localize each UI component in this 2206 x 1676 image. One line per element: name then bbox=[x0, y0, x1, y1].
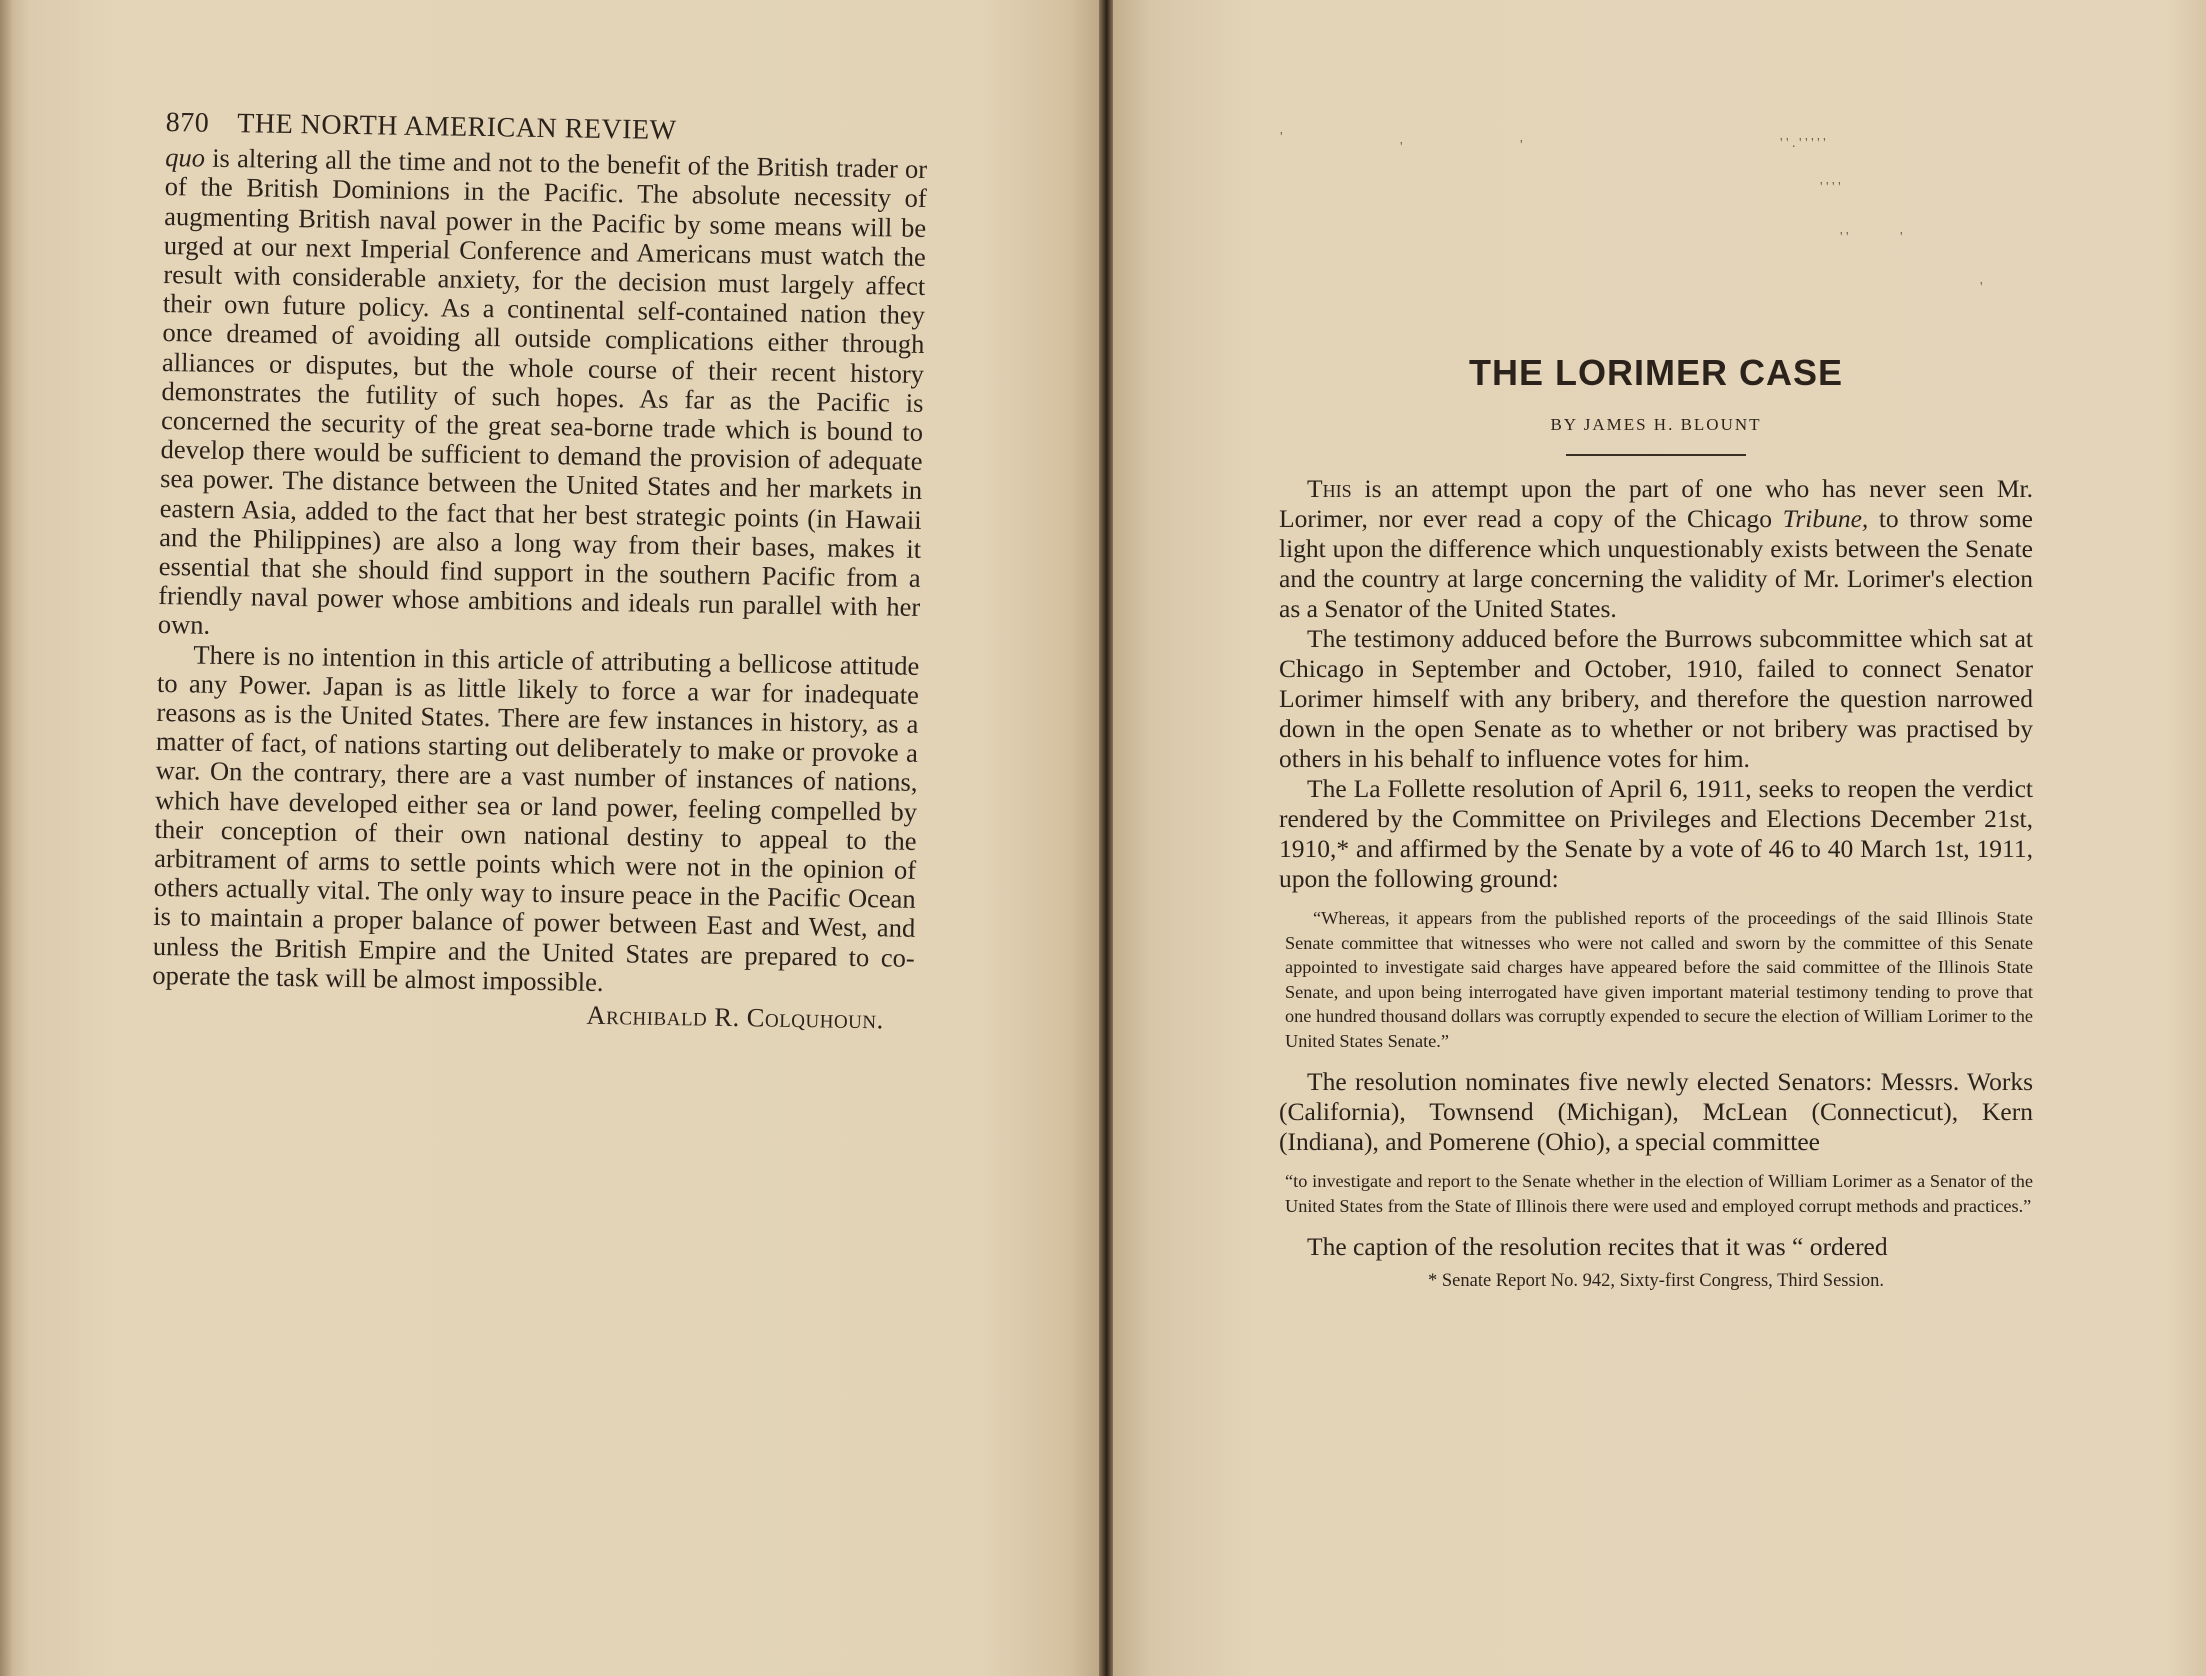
paragraph: The La Follette resolution of April 6, 1911, seeks to reopen the verdict rendered by the Committee on Privileges and Elections December 21st, 1910,* and affirmed by the Senate by a vote of 46 to 40 March 1st, 1911, upon the following ground: bbox=[1279, 774, 2033, 893]
page-edge bbox=[0, 0, 12, 1676]
paragraph: The caption of the resolution recites that it was “ ordered bbox=[1307, 1232, 1888, 1261]
running-head bbox=[166, 108, 928, 149]
paragraph-text: is altering all the time and not to the benefit of the British trader or of the British Dominions in the Pacific. The absolute necessity of augmenting British naval power in the Pacific by some means will be urged at our next Imperial Conference and Americans must watch the result with considerable anxiety, for the decision must largely affect their own future policy. As a continental self-contained nation they once dreamed of avoiding all outside complications either through alliances or disputes, but the whole course of their recent history demonstrates the futility of such hopes. As far as the Pacific is concerned the security of the great sea-borne trade which is bound to develop there would be sufficient to demand the provision of adequate sea power. The distance between the United States and her markets in eastern Asia, added to the fact that her best strategic points (in Hawaii and the Philippines) are also a long way from their bases, makes it essential that she should find support in the southern Pacific from a friendly naval power whose ambitions and ideals run parallel with her own. bbox=[157, 142, 928, 641]
book-gutter bbox=[1099, 0, 1113, 1676]
paragraph bbox=[1279, 474, 2033, 624]
left-page-text bbox=[152, 108, 928, 1035]
journal-title: THE NORTH AMERICAN REVIEW bbox=[237, 108, 677, 147]
paragraph-text: is an attempt upon the part of one who has never seen Mr. Lorimer, nor ever read a copy of the Chicago bbox=[1279, 474, 2033, 533]
italic-word: Tribune, bbox=[1782, 504, 1869, 533]
print-specks: ' ' ' ' ' . ' ' ' ' ' ' ' ' ' ' ' ' ' bbox=[1280, 130, 1983, 295]
page-number: 870 bbox=[165, 107, 210, 139]
paragraph bbox=[158, 143, 928, 651]
right-page-text bbox=[1279, 352, 2033, 1296]
paragraph: The testimony adduced before the Burrows subcommittee which sat at Chicago in September and October, 1910, failed to connect Senator Lorimer himself with any bribery, and therefore the question narrowed down in the open Senate as to whether or not bribery was practised by others in his behalf to influence votes for him. bbox=[1279, 624, 2033, 773]
block-quote: “Whereas, it appears from the published reports of the proceedings of the said Illinois State Senate committee that witnesses who were not called and sworn by the committee of this Senate appointed to investigate said charges have appeared before the said committee of the Illinois State Senate, and upon being interrogated have given important material testimony tending to prove that one hundred thousand dollars was corruptly expended to secure the election of William Lorimer to the United States Senate.” bbox=[1285, 908, 2033, 1051]
paragraph-text: to throw some light upon the difference which unquestionably exists between the Senate and the country at large concerning the validity of Mr. Lorimer's election as a Senator of the United States. bbox=[1279, 504, 2033, 623]
paragraph: The resolution nominates five newly elected Senators: Messrs. Works (California), Townsend (Michigan), McLean (Connecticut), Kern (Indiana), and Pomerene (Ohio), a special committee bbox=[1279, 1067, 2033, 1156]
italic-word: quo bbox=[164, 142, 206, 173]
drop-word: This bbox=[1307, 474, 1352, 503]
article-title: THE LORIMER CASE bbox=[1468, 352, 1843, 393]
byline: BY JAMES H. BLOUNT bbox=[1550, 415, 1762, 434]
author-signature: Archibald R. Colquhoun. bbox=[586, 999, 885, 1035]
block-quote: “to investigate and report to the Senate whether in the election of William Lorimer as a Senator of the United States from the State of Illinois there were used and employed corrupt methods and practices.” bbox=[1285, 1171, 2033, 1216]
paragraph: There is no intention in this article of attributing a bellicose attitude to any Power. Japan is as little likely to force a war for inadequate reasons as is the United States. There are few instances in history, as a matter of fact, of nations starting out deliberately to make or provoke a war. On the contrary, there are a vast number of instances of nations, which have developed either sea or land power, feeling compelled by their conception of their own national destiny to appeal to the arbitrament of arms to settle points which were not in the opinion of others actually vital. The only way to insure peace in the Pacific Ocean is to maintain a proper balance of power between East and West, and unless the British Empire and the United States are prepared to co-operate the task will be almost impossible. bbox=[152, 639, 920, 997]
footnote: * Senate Report No. 942, Sixty-first Congress, Third Session. bbox=[1428, 1271, 1884, 1291]
divider bbox=[1566, 454, 1746, 456]
